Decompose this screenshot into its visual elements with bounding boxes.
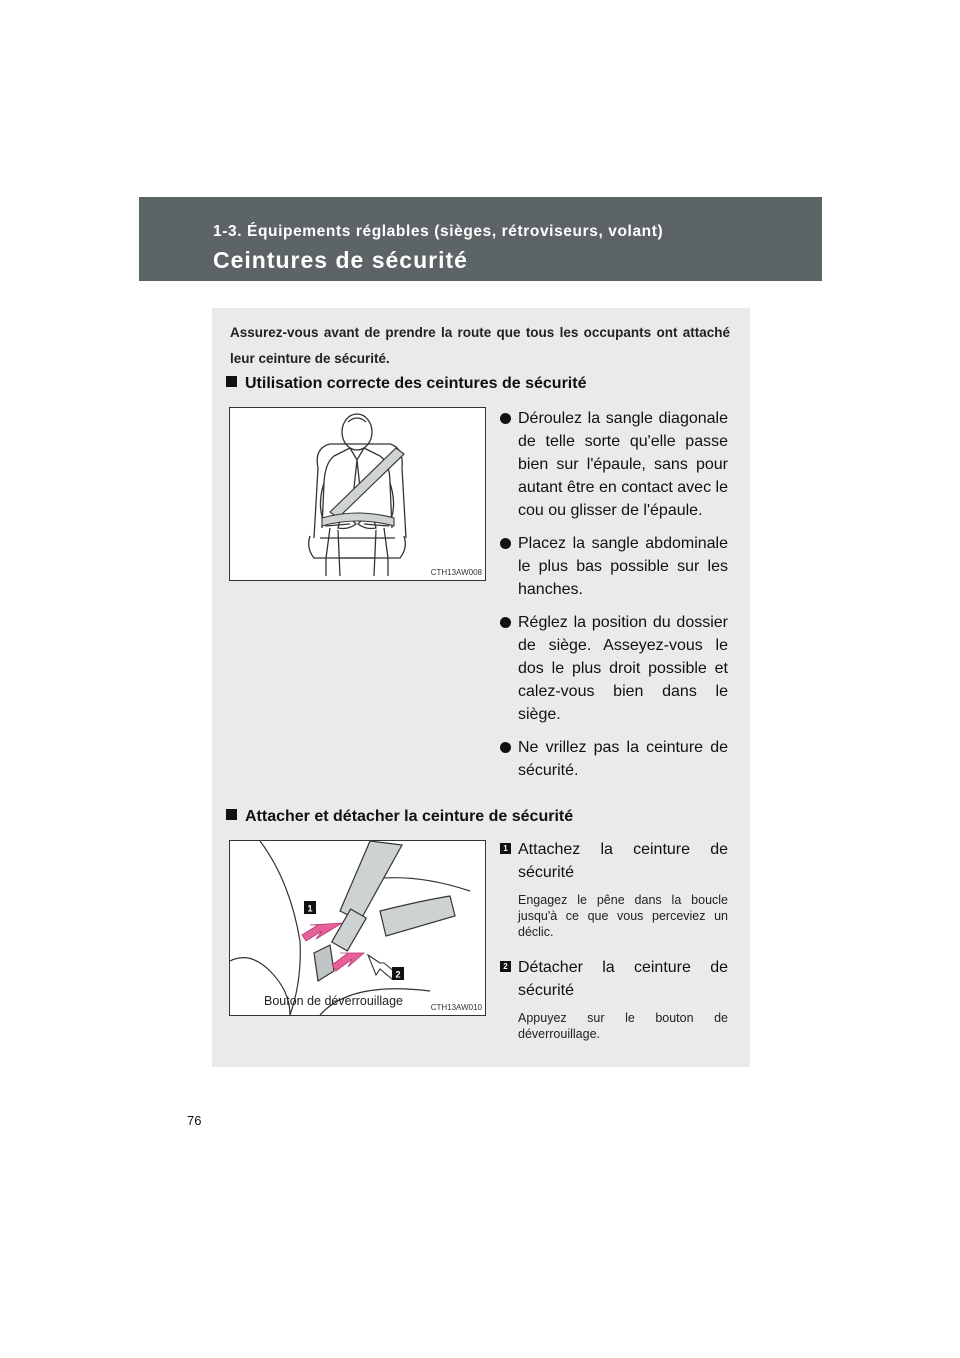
step-description: Appuyez sur le bouton de déverrouillage. [518,1011,728,1041]
figure-seated-person [229,407,486,581]
step-number-badge: 1 [500,843,511,854]
square-bullet-icon [226,809,237,820]
list-item: Placez la sangle abdominale le plus bas possible sur les hanches. [500,532,728,601]
content-panel [212,308,750,1067]
figure-code: CTH13AW010 [430,1003,482,1012]
buckle-illustration [230,841,485,1015]
section2-heading: Attacher et détacher la ceinture de sécurité [226,808,573,826]
section-breadcrumb: 1-3. Équipements réglables (sièges, rétroviseurs, volant) [213,223,664,240]
step-2 [500,956,728,1042]
bullet-dot-icon [500,413,511,424]
bullet-dot-icon [500,617,511,628]
square-bullet-icon [226,376,237,387]
figure-buckle [229,840,486,1016]
bullet-dot-icon [500,742,511,753]
figure-code: CTH13AW008 [430,568,482,577]
marker-1-label: 1 [307,903,313,914]
marker-2-label: 2 [395,969,401,980]
chapter-header [139,197,822,281]
bullet-list [500,407,728,792]
step-number-badge: 2 [500,961,511,972]
step-title: Détacher la ceinture de sécurité [518,959,728,999]
step-title: Attachez la ceinture de sécurité [518,841,728,881]
page-number: 76 [187,1113,202,1128]
list-item: Réglez la position du dossier de siège. Asseyez-vous le dos le plus droit possible et calez-vous bien dans le siège. [500,611,728,726]
list-item: Ne vrillez pas la ceinture de sécurité. [500,736,728,782]
page-title: Ceintures de sécurité [213,247,468,273]
list-item: Déroulez la sangle diagonale de telle sorte qu'elle passe bien sur l'épaule, sans pour autant être en contact avec le cou ou glisser de l'épaule. [500,407,728,522]
section1-heading: Utilisation correcte des ceintures de sécurité [226,375,586,393]
step-description: Engagez le pêne dans la boucle jusqu'à ce que vous perceviez un déclic. [518,893,728,939]
bullet-dot-icon [500,538,511,549]
step-1 [500,838,728,940]
figure-caption: Bouton de déverrouillage [264,994,403,1008]
seated-person-illustration [230,408,485,580]
intro-text: Assurez-vous avant de prendre la route que tous les occupants ont attaché leur ceinture de sécurité. [230,325,730,366]
